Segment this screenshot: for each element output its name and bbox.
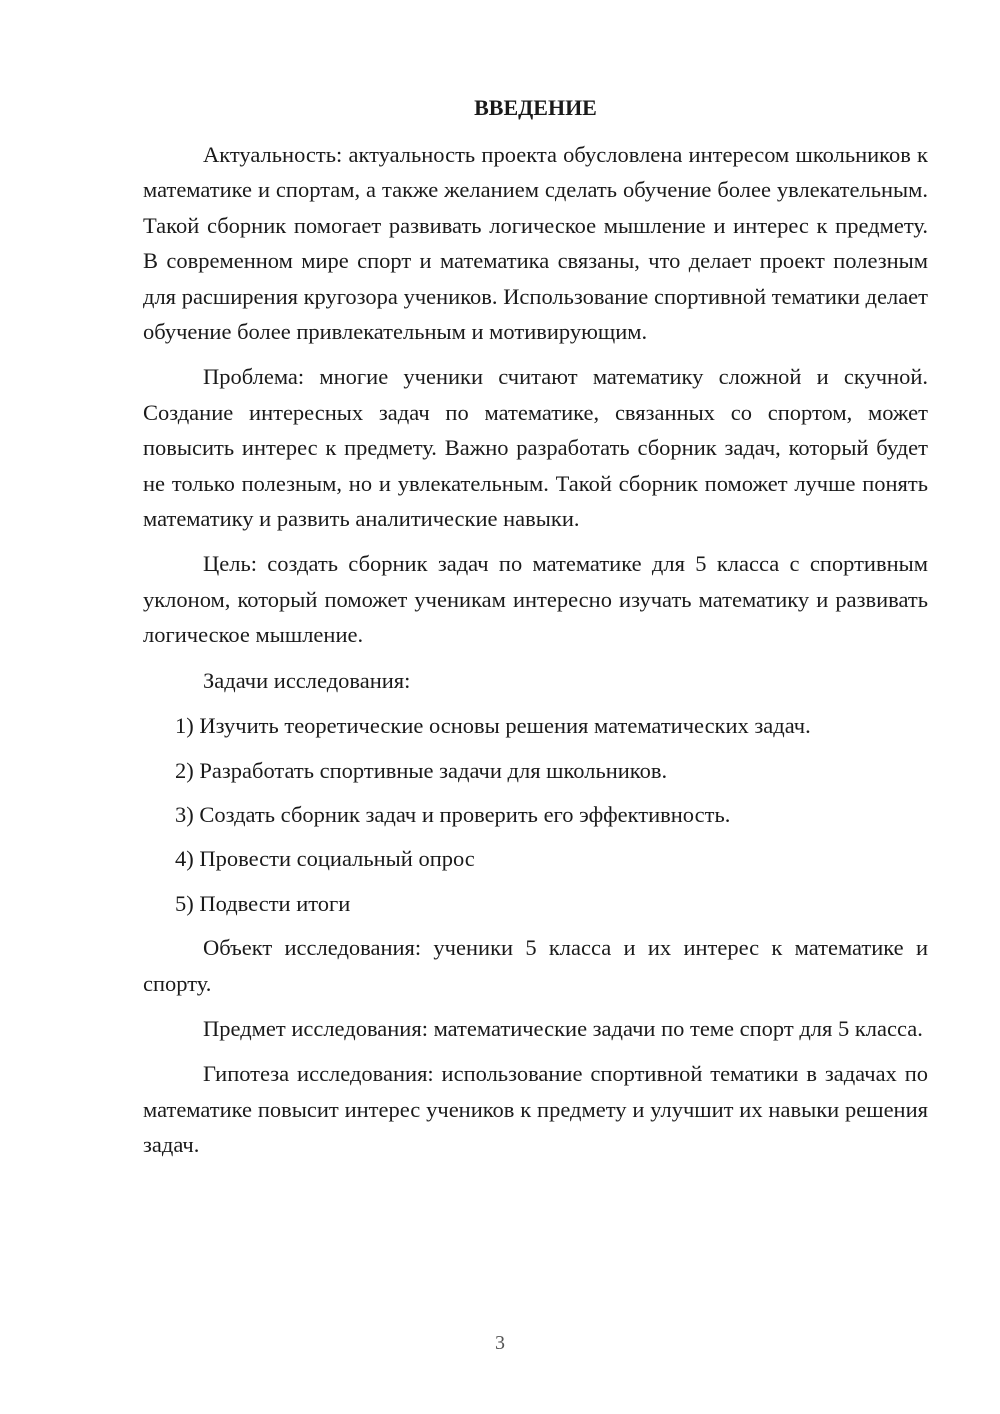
object-paragraph: Объект исследования: ученики 5 класса и их интерес к математике и спорту.	[143, 935, 928, 996]
relevance-paragraph: Актуальность: актуальность проекта обусловлена интересом школьников к математике и спортам, а также желанием сделать обучение более увлекательным. Такой сборник помогает развивать логическое мышление и интерес к предмету. В современном мире спорт и математика связаны, что делает проект полезным для расширения кругозора учеников. Использование спортивной тематики делает обучение более привлекательным и мотивирующим.	[143, 142, 928, 345]
tasks-list	[143, 708, 928, 921]
goal-paragraph: Цель: создать сборник задач по математике для 5 класса с спортивным уклоном, который поможет ученикам интересно изучать математику и развивать логическое мышление.	[143, 551, 928, 648]
tasks-label: Задачи исследования:	[203, 667, 411, 693]
page-number: 3	[495, 1332, 505, 1354]
section-title: ВВЕДЕНИЕ	[474, 95, 597, 120]
subject-paragraph: Предмет исследования: математические задачи по теме спорт для 5 класса.	[203, 1015, 923, 1041]
list-item: 1) Изучить теоретические основы решения математических задач.	[175, 713, 811, 739]
problem-paragraph: Проблема: многие ученики считают математику сложной и скучной. Создание интересных задач по математике, связанных со спортом, может повысить интерес к предмету. Важно разработать сборник задач, который будет не только полезным, но и увлекательным. Такой сборник поможет лучше понять математику и развить аналитические навыки.	[143, 364, 928, 532]
document-page	[143, 92, 928, 1173]
list-item: 2) Разработать спортивные задачи для школьников.	[175, 757, 668, 783]
list-item: 5) Подвести итоги	[175, 890, 351, 916]
hypothesis-paragraph: Гипотеза исследования: использование спортивной тематики в задачах по математике повысит интерес учеников к предмету и улучшит их навыки решения задач.	[143, 1061, 928, 1158]
list-item: 4) Провести социальный опрос	[175, 846, 475, 872]
list-item: 3) Создать сборник задач и проверить его эффективность.	[175, 801, 731, 827]
